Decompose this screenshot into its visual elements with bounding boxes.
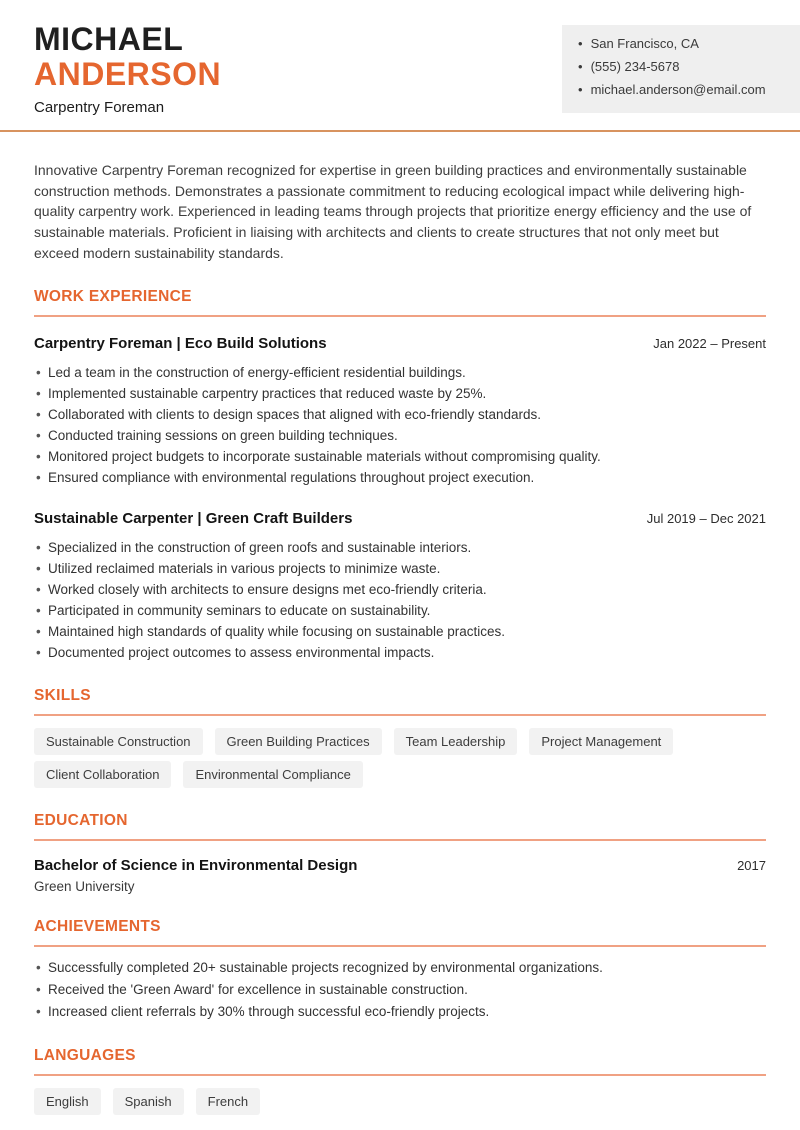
languages-heading: LANGUAGES xyxy=(34,1047,136,1065)
education-heading: EDUCATION xyxy=(34,811,128,829)
job-dates: Jul 2019 – Dec 2021 xyxy=(646,510,766,526)
candidate-name xyxy=(34,22,221,92)
bullet-icon: • xyxy=(578,82,583,97)
skill-chip: Sustainable Construction xyxy=(34,728,203,755)
job-dates: Jan 2022 – Present xyxy=(653,335,766,351)
school-name: Green University xyxy=(34,878,135,894)
job-title: Carpentry Foreman | Eco Build Solutions xyxy=(34,334,327,352)
work-experience-heading: WORK EXPERIENCE xyxy=(34,287,192,305)
achievements-heading: ACHIEVEMENTS xyxy=(34,917,161,935)
section-languages xyxy=(34,1047,766,1115)
graduation-year: 2017 xyxy=(737,857,766,873)
section-rule xyxy=(34,315,766,317)
job-entry xyxy=(34,510,766,663)
job-header xyxy=(34,510,766,527)
education-entry xyxy=(34,857,766,894)
job-entry xyxy=(34,335,766,488)
contact-location xyxy=(578,37,800,50)
job-title: Sustainable Carpenter | Green Craft Builders xyxy=(34,509,353,527)
job-bullet: • Conducted training sessions on green building techniques. xyxy=(34,425,766,446)
achievement-bullet: • Successfully completed 20+ sustainable projects recognized by environmental organizations. xyxy=(34,957,766,979)
section-rule xyxy=(34,839,766,841)
section-education xyxy=(34,812,766,894)
section-rule xyxy=(34,714,766,716)
job-bullet-list xyxy=(34,537,766,663)
job-bullet: • Utilized reclaimed materials in various projects to minimize waste. xyxy=(34,558,766,579)
job-header xyxy=(34,335,766,352)
contact-email xyxy=(578,83,800,96)
contact-phone-text: (555) 234-5678 xyxy=(590,59,680,74)
achievements-list xyxy=(34,957,766,1024)
job-bullet: • Implemented sustainable carpentry practices that reduced waste by 25%. xyxy=(34,383,766,404)
header-divider xyxy=(0,130,800,132)
job-bullet: • Maintained high standards of quality while focusing on sustainable practices. xyxy=(34,621,766,642)
job-bullet: • Collaborated with clients to design spaces that aligned with eco-friendly standards. xyxy=(34,404,766,425)
job-bullet: • Documented project outcomes to assess environmental impacts. xyxy=(34,642,766,663)
job-bullet: • Led a team in the construction of energy-efficient residential buildings. xyxy=(34,362,766,383)
skill-chip: Team Leadership xyxy=(394,728,518,755)
contact-location-text: San Francisco, CA xyxy=(590,36,699,51)
contact-card xyxy=(562,25,800,113)
candidate-first-name: MICHAEL xyxy=(34,21,184,57)
section-rule xyxy=(34,945,766,947)
job-bullet: • Ensured compliance with environmental regulations throughout project execution. xyxy=(34,467,766,488)
job-bullet: • Monitored project budgets to incorporate sustainable materials without compromising quality. xyxy=(34,446,766,467)
skill-chip: Environmental Compliance xyxy=(183,761,362,788)
job-bullet: • Specialized in the construction of green roofs and sustainable interiors. xyxy=(34,537,766,558)
language-chip: French xyxy=(196,1088,260,1115)
job-bullet-list xyxy=(34,362,766,488)
skills-chip-list xyxy=(34,728,766,788)
languages-chip-list xyxy=(34,1088,766,1115)
candidate-last-name: ANDERSON xyxy=(34,56,222,92)
education-header xyxy=(34,857,766,874)
job-bullet: • Participated in community seminars to educate on sustainability. xyxy=(34,600,766,621)
candidate-job-title: Carpentry Foreman xyxy=(34,99,165,116)
language-chip: Spanish xyxy=(113,1088,184,1115)
skill-chip: Green Building Practices xyxy=(215,728,382,755)
resume-header xyxy=(0,0,800,132)
resume-body xyxy=(0,160,800,1115)
section-rule xyxy=(34,1074,766,1076)
achievement-bullet: • Increased client referrals by 30% through successful eco-friendly projects. xyxy=(34,1001,766,1023)
achievement-bullet: • Received the 'Green Award' for excellence in sustainable construction. xyxy=(34,979,766,1001)
language-chip: English xyxy=(34,1088,101,1115)
skill-chip: Client Collaboration xyxy=(34,761,171,788)
bullet-icon: • xyxy=(578,59,583,74)
summary-paragraph: Innovative Carpentry Foreman recognized for expertise in green building practices and environmentally sustainable construction methods. Demonstrates a passionate commitment to reducing ecological impact while delivering high-quality carpentry work. Experienced in leading teams through projects that prioritize energy efficiency and the use of sustainable materials. Proficient in liaising with architects and clients to create structures that not only meet but exceed modern sustainability standards. xyxy=(34,162,752,261)
section-achievements xyxy=(34,918,766,1024)
skill-chip: Project Management xyxy=(529,728,673,755)
degree-title: Bachelor of Science in Environmental Design xyxy=(34,856,358,874)
section-skills xyxy=(34,687,766,788)
skills-heading: SKILLS xyxy=(34,686,91,704)
contact-phone xyxy=(578,60,800,73)
section-work-experience xyxy=(34,288,766,663)
bullet-icon: • xyxy=(578,36,583,51)
job-bullet: • Worked closely with architects to ensure designs met eco-friendly criteria. xyxy=(34,579,766,600)
contact-email-text: michael.anderson@email.com xyxy=(590,82,766,97)
